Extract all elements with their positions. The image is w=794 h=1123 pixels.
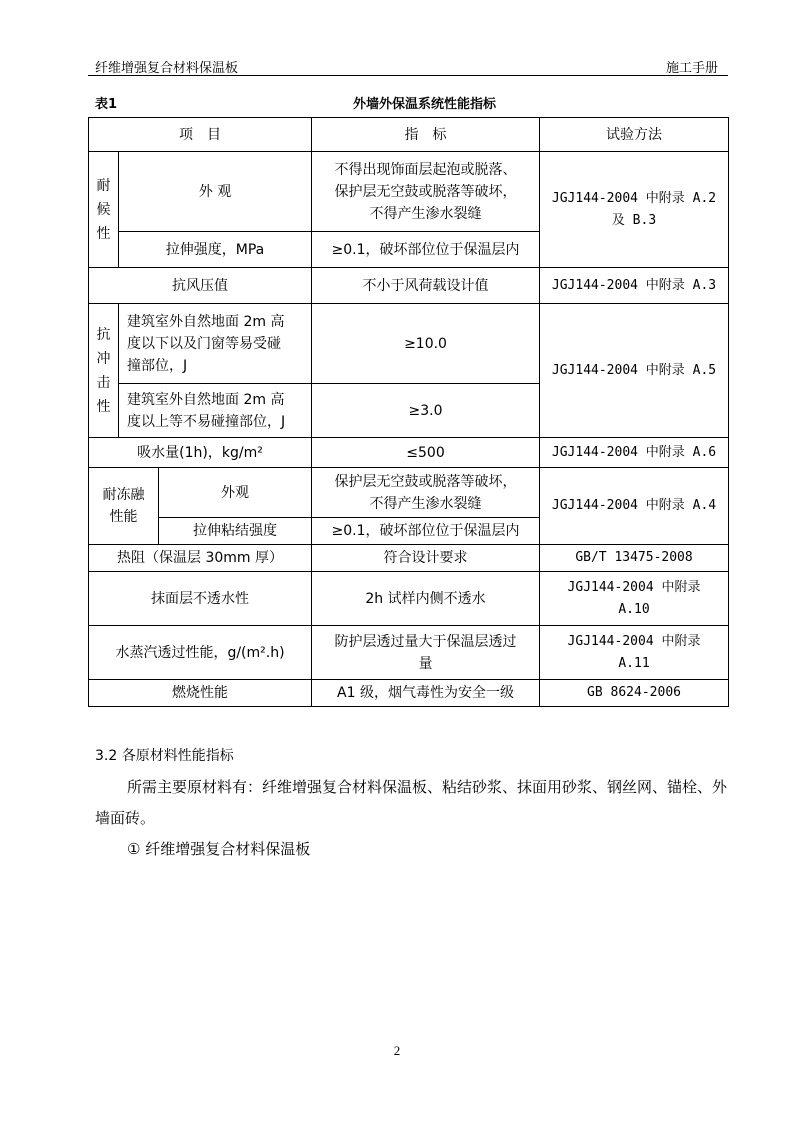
cell-label: 建筑室外自然地面 2m 高 度以上等不易碰撞部位，J [119, 384, 312, 438]
cell-method: GB 8624-2006 [540, 680, 729, 707]
cell-label: 拉伸粘结强度 [159, 518, 312, 545]
table-row [89, 545, 729, 572]
header-left: 纤维增强复合材料保温板 [95, 61, 239, 76]
table-row [89, 680, 729, 707]
cell-method: JGJ144-2004 中附录 A.3 [540, 268, 729, 304]
section-item: ① 纤维增强复合材料保温板 [127, 840, 311, 858]
table-row [89, 626, 729, 680]
cell-label: 外 观 [119, 152, 312, 232]
cell-value: ≥0.1，破坏部位位于保温层内 [312, 518, 540, 545]
table-row [89, 304, 729, 384]
cell-method: JGJ144-2004 中附录 A.11 [540, 626, 729, 680]
cell-method: JGJ144-2004 中附录 A.6 [540, 438, 729, 468]
cell-value: 符合设计要求 [312, 545, 540, 572]
cell-method: GB/T 13475-2008 [540, 545, 729, 572]
table-row [89, 438, 729, 468]
header-method: 试验方法 [540, 118, 729, 152]
table-title: 外墙外保温系统性能指标 [353, 97, 497, 112]
cell-method: JGJ144-2004 中附录 A.4 [540, 468, 729, 545]
cell-label: 水蒸汽透过性能，g/(m².h) [89, 626, 312, 680]
performance-table [88, 117, 729, 707]
section-heading: 3.2 各原材料性能指标 [95, 748, 234, 764]
cell-label: 吸水量(1h)，kg/m² [89, 438, 312, 468]
cell-label: 外观 [159, 468, 312, 518]
cell-value: ≤500 [312, 438, 540, 468]
cell-value: 2h 试样内侧不透水 [312, 572, 540, 626]
cell-label: 拉伸强度，MPa [119, 232, 312, 268]
table-row [89, 268, 729, 304]
header-divider [88, 75, 728, 76]
cell-value: 不得出现饰面层起泡或脱落、 保护层无空鼓或脱落等破坏， 不得产生渗水裂缝 [312, 152, 540, 232]
cell-label: 抗风压值 [89, 268, 312, 304]
cell-method: JGJ144-2004 中附录 A.10 [540, 572, 729, 626]
table-number: 表1 [95, 97, 118, 112]
header-item: 项 目 [89, 118, 312, 152]
cell-label: 抹面层不透水性 [89, 572, 312, 626]
header-right: 施工手册 [665, 61, 718, 76]
header-index: 指 标 [312, 118, 540, 152]
cell-value: 不小于风荷载设计值 [312, 268, 540, 304]
cell-label: 建筑室外自然地面 2m 高 度以下以及门窗等易受碰 撞部位，J [119, 304, 312, 384]
group-freeze: 耐冻融 性能 [89, 468, 159, 545]
cell-value: ≥3.0 [312, 384, 540, 438]
cell-method: JGJ144-2004 中附录 A.2 及 B.3 [540, 152, 729, 268]
section-paragraph: 所需主要原材料有：纤维增强复合材料保温板、粘结砂浆、抹面用砂浆、钢丝网、锚栓、外墙面砖。 [95, 778, 728, 827]
cell-label: 热阻（保温层 30mm 厚） [89, 545, 312, 572]
group-weather: 耐 候 性 [89, 152, 119, 268]
table-row [89, 468, 729, 518]
table-header-row [89, 118, 729, 152]
table-row [89, 152, 729, 232]
cell-value: ≥10.0 [312, 304, 540, 384]
cell-value: A1 级，烟气毒性为安全一级 [312, 680, 540, 707]
group-impact: 抗 冲 击 性 [89, 304, 119, 438]
page-number: 2 [393, 1043, 401, 1058]
cell-method: JGJ144-2004 中附录 A.5 [540, 304, 729, 438]
cell-value: 防护层透过量大于保温层透过 量 [312, 626, 540, 680]
cell-value: 保护层无空鼓或脱落等破坏， 不得产生渗水裂缝 [312, 468, 540, 518]
cell-value: ≥0.1，破坏部位位于保温层内 [312, 232, 540, 268]
table-row [89, 572, 729, 626]
cell-label: 燃烧性能 [89, 680, 312, 707]
